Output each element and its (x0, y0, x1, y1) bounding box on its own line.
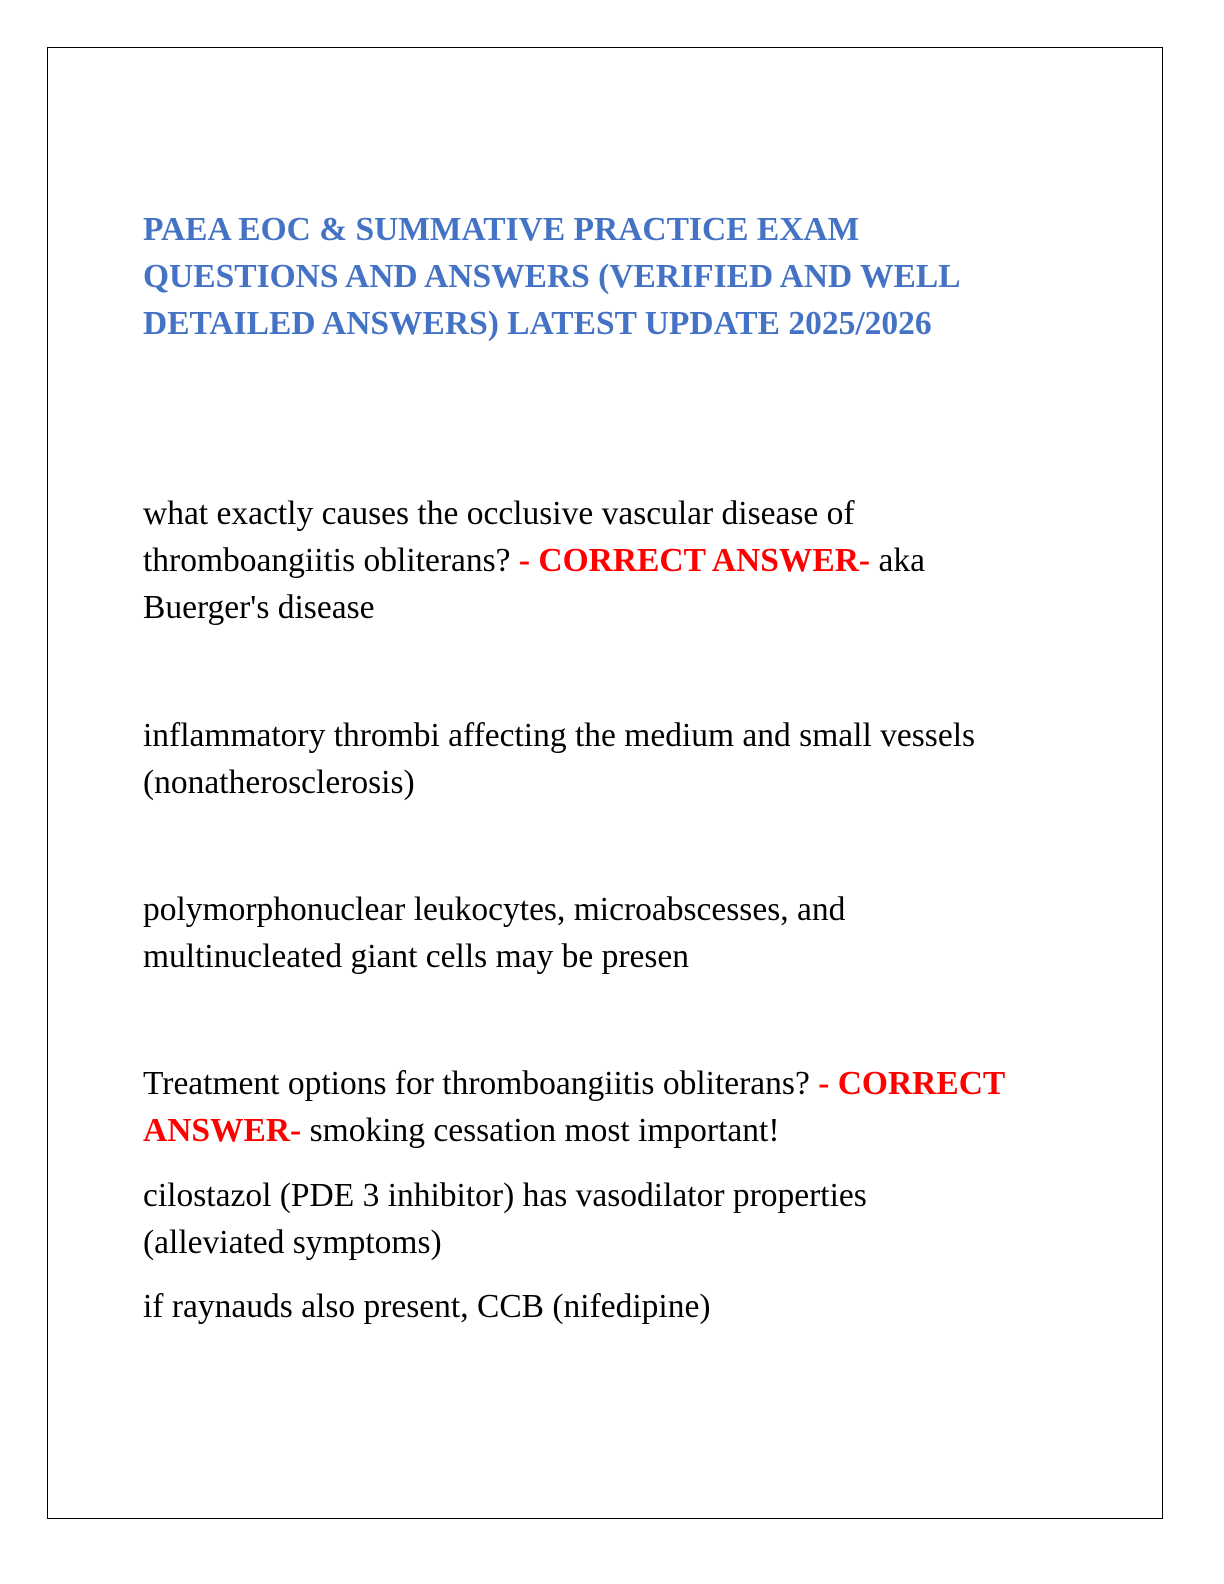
question-1-line-3: Buerger's disease (143, 589, 375, 626)
paragraph-2-line-2: (nonatherosclerosis) (143, 764, 415, 801)
paragraph-inflammatory-thrombi (143, 712, 1083, 806)
answer-2-line-5: if raynauds also present, CCB (nifedipine) (143, 1288, 711, 1325)
correct-answer-marker: - CORRECT ANSWER- (518, 542, 871, 579)
paragraph-2-line-1: inflammatory thrombi affecting the medium and small vessels (143, 717, 976, 754)
question-2-line-2 (143, 1107, 1083, 1154)
question-2-line-1 (143, 1060, 1083, 1107)
answer-2-text: smoking cessation most important! (301, 1112, 780, 1149)
question-1 (143, 490, 1083, 631)
title-line-1: PAEA EOC & SUMMATIVE PRACTICE EXAM (143, 211, 860, 248)
paragraph-3-line-1: polymorphonuclear leukocytes, microabscesses, and (143, 891, 846, 928)
answer-1-text: aka (870, 542, 925, 579)
question-1-line-1: what exactly causes the occlusive vascular disease of (143, 495, 855, 532)
answer-2-line-3: cilostazol (PDE 3 inhibitor) has vasodilator properties (143, 1177, 867, 1214)
answer-2-raynauds (143, 1283, 1083, 1330)
title-line-2: QUESTIONS AND ANSWERS (VERIFIED AND WELL (143, 258, 961, 295)
answer-2-line-4: (alleviated symptoms) (143, 1224, 442, 1261)
title-line-3: DETAILED ANSWERS) LATEST UPDATE 2025/2026 (143, 305, 932, 342)
correct-answer-marker: ANSWER- (143, 1112, 302, 1149)
document-title (143, 206, 1063, 347)
question-2-text: Treatment options for thromboangiitis obliterans? (143, 1065, 819, 1102)
question-2 (143, 1060, 1083, 1154)
paragraph-leukocytes (143, 886, 1083, 980)
answer-2-cilostazol (143, 1172, 1083, 1266)
paragraph-3-line-2: multinucleated giant cells may be presen (143, 938, 690, 975)
question-1-text: thromboangiitis obliterans? (143, 542, 519, 579)
question-1-line-2 (143, 537, 1083, 584)
correct-answer-marker: - CORRECT (818, 1065, 1006, 1102)
